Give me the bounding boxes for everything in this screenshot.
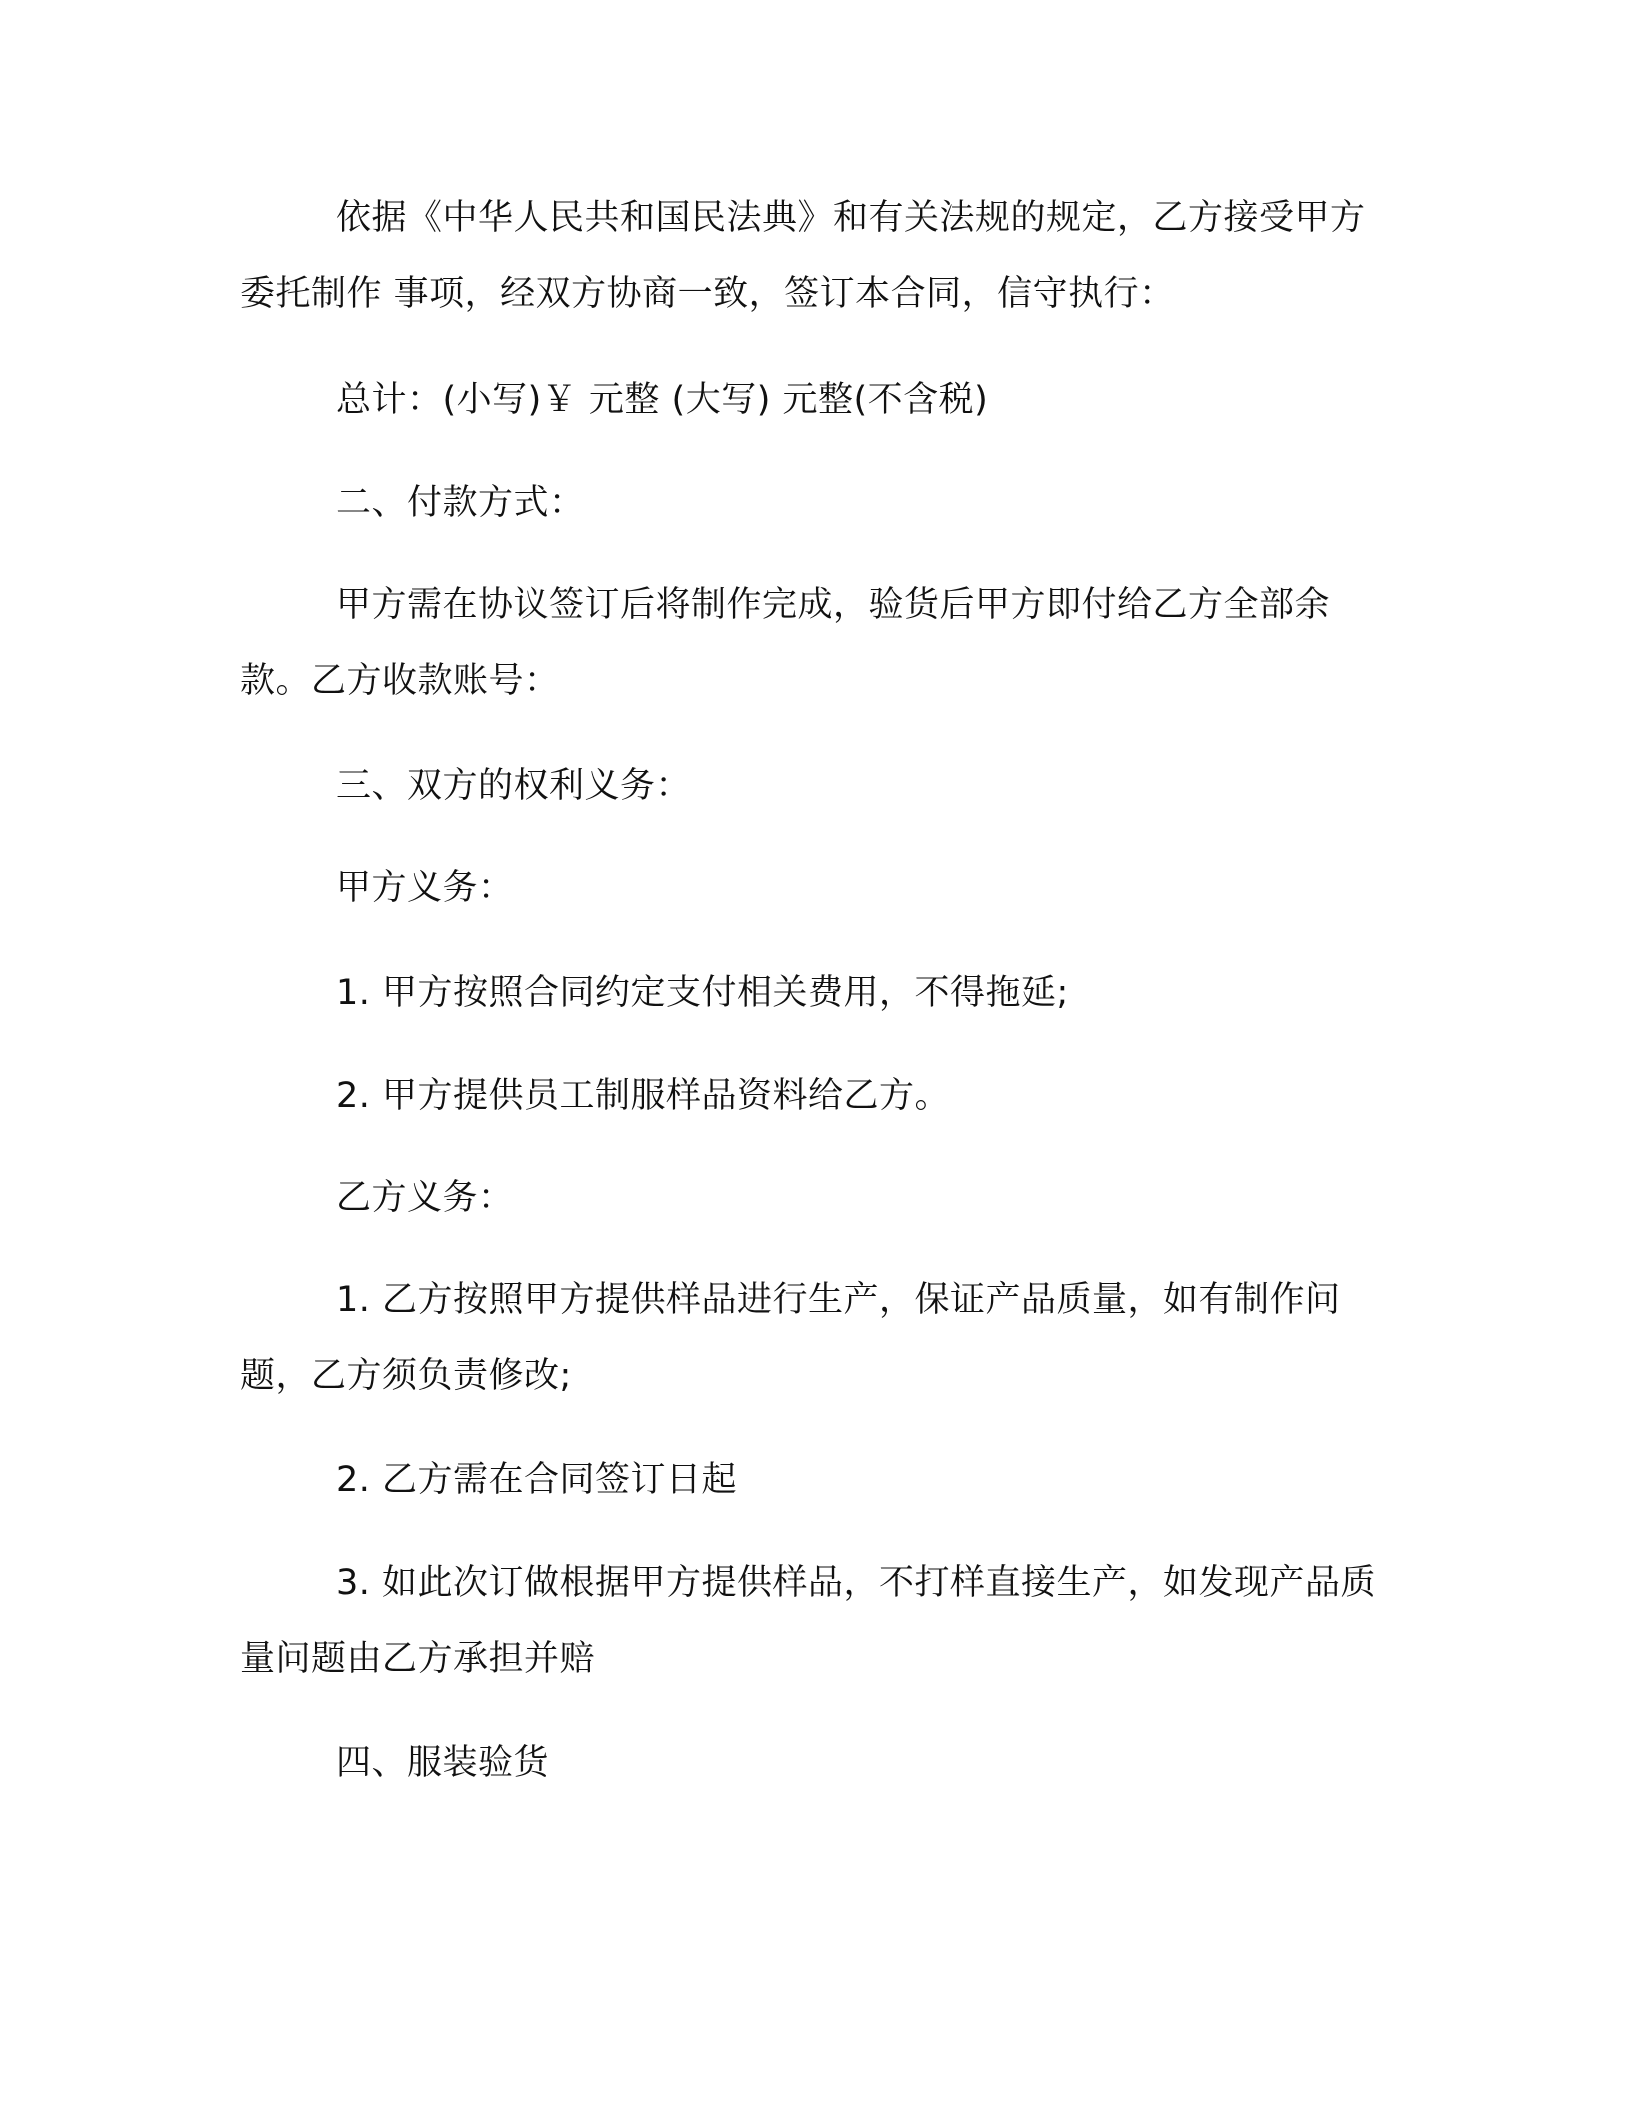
paragraph-intro: 依据《中华人民共和国民法典》和有关法规的规定，乙方接受甲方委托制作 事项，经双方协商一致，签订本合同，信守执行：	[240, 198, 1366, 314]
party-a-obligation-1: 1. 甲方按照合同约定支付相关费用，不得拖延;	[336, 973, 1069, 1013]
paragraph-total: 总计：(小写)￥ 元整 (大写) 元整(不含税)	[336, 380, 989, 420]
party-a-obligation-2: 2. 甲方提供员工制服样品资料给乙方。	[336, 1076, 951, 1116]
party-b-obligation-3: 3. 如此次订做根据甲方提供样品，不打样直接生产，如发现产品质量问题由乙方承担并赔	[240, 1563, 1377, 1679]
paragraph-payment: 甲方需在协议签订后将制作完成，验货后甲方即付给乙方全部余款。乙方收款账号：	[240, 585, 1331, 701]
party-b-obligation-2: 2. 乙方需在合同签订日起	[336, 1460, 738, 1500]
heading-rights-obligations: 三、双方的权利义务：	[336, 766, 692, 806]
heading-payment-method: 二、付款方式：	[336, 483, 585, 523]
party-b-obligation-1: 1. 乙方按照甲方提供样品进行生产，保证产品质量，如有制作问题，乙方须负责修改;	[240, 1280, 1341, 1396]
heading-party-a-obligations: 甲方义务：	[336, 868, 514, 908]
heading-garment-inspection: 四、服装验货	[336, 1743, 550, 1783]
heading-party-b-obligations: 乙方义务：	[336, 1178, 514, 1218]
